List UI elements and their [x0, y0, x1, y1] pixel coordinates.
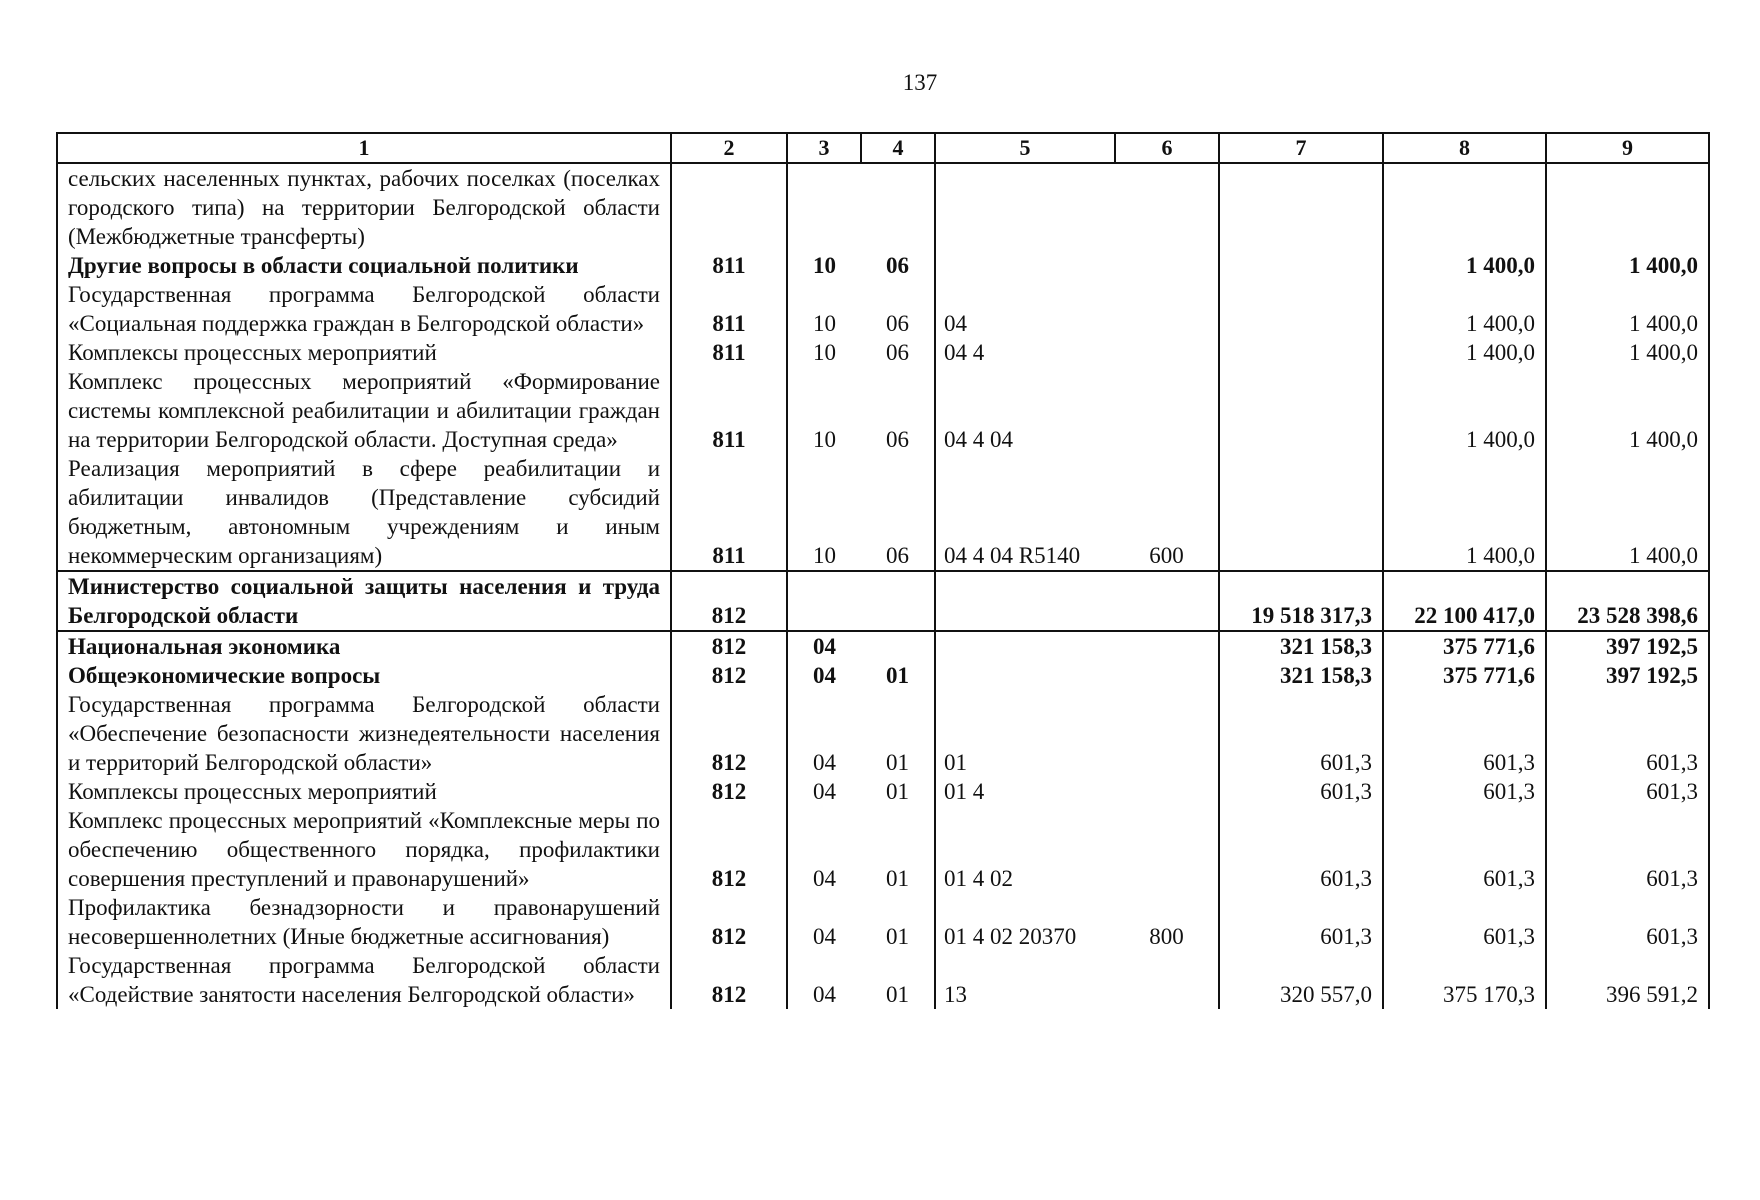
table-row	[57, 806, 1709, 893]
amount-col9-cell: 397 192,5	[1546, 661, 1709, 690]
amount-col7-cell	[1219, 251, 1383, 280]
section-cell: 10	[787, 454, 861, 571]
row-name-cell: Государственная программа Белгородской области «Содействие занятости населения Белгородской области»	[57, 951, 671, 1009]
admin-code-cell: 811	[671, 251, 787, 280]
amount-col8-cell: 375 170,3	[1383, 951, 1546, 1009]
expense-type-cell	[1115, 251, 1219, 280]
amount-col8-cell	[1383, 163, 1546, 251]
amount-col9-cell: 601,3	[1546, 777, 1709, 806]
header-cell: 7	[1219, 133, 1383, 163]
row-name-cell: Комплекс процессных мероприятий «Формирование системы комплексной реабилитации и абилитации граждан на территории Белгородской области. Доступная среда»	[57, 367, 671, 454]
subsection-cell: 06	[861, 280, 935, 338]
expense-type-cell	[1115, 777, 1219, 806]
target-item-cell: 04 4 04 R5140	[935, 454, 1115, 571]
admin-code-cell: 812	[671, 571, 787, 631]
amount-col8-cell: 1 400,0	[1383, 251, 1546, 280]
subsection-cell	[861, 163, 935, 251]
table-row	[57, 893, 1709, 951]
amount-col9-cell: 601,3	[1546, 690, 1709, 777]
amount-col9-cell	[1546, 163, 1709, 251]
table-row	[57, 251, 1709, 280]
table-row	[57, 690, 1709, 777]
row-name-cell: Другие вопросы в области социальной политики	[57, 251, 671, 280]
amount-col8-cell: 601,3	[1383, 893, 1546, 951]
target-item-cell: 13	[935, 951, 1115, 1009]
admin-code-cell: 812	[671, 893, 787, 951]
section-cell: 04	[787, 806, 861, 893]
expense-type-cell	[1115, 631, 1219, 661]
row-name-cell: Государственная программа Белгородской области «Обеспечение безопасности жизнедеятельности населения и территорий Белгородской области»	[57, 690, 671, 777]
admin-code-cell: 812	[671, 806, 787, 893]
amount-col7-cell: 321 158,3	[1219, 631, 1383, 661]
expense-type-cell	[1115, 951, 1219, 1009]
target-item-cell: 01	[935, 690, 1115, 777]
section-cell: 10	[787, 280, 861, 338]
header-cell: 2	[671, 133, 787, 163]
admin-code-cell: 811	[671, 367, 787, 454]
amount-col9-cell: 1 400,0	[1546, 280, 1709, 338]
row-name-cell: Профилактика безнадзорности и правонарушений несовершеннолетних (Иные бюджетные ассигнования)	[57, 893, 671, 951]
target-item-cell	[935, 631, 1115, 661]
amount-col7-cell: 601,3	[1219, 690, 1383, 777]
section-cell: 04	[787, 661, 861, 690]
admin-code-cell: 811	[671, 280, 787, 338]
header-cell: 9	[1546, 133, 1709, 163]
amount-col9-cell: 1 400,0	[1546, 454, 1709, 571]
subsection-cell: 01	[861, 777, 935, 806]
amount-col7-cell: 601,3	[1219, 777, 1383, 806]
amount-col8-cell: 375 771,6	[1383, 661, 1546, 690]
subsection-cell: 06	[861, 367, 935, 454]
amount-col8-cell: 601,3	[1383, 806, 1546, 893]
amount-col7-cell	[1219, 367, 1383, 454]
section-cell: 04	[787, 777, 861, 806]
expense-type-cell	[1115, 338, 1219, 367]
amount-col8-cell: 1 400,0	[1383, 338, 1546, 367]
table-row	[57, 571, 1709, 631]
amount-col7-cell: 320 557,0	[1219, 951, 1383, 1009]
subsection-cell: 06	[861, 454, 935, 571]
table-row	[57, 163, 1709, 251]
admin-code-cell: 812	[671, 951, 787, 1009]
row-name-cell: Национальная экономика	[57, 631, 671, 661]
subsection-cell: 01	[861, 661, 935, 690]
section-cell: 10	[787, 251, 861, 280]
expense-type-cell: 600	[1115, 454, 1219, 571]
section-cell: 10	[787, 367, 861, 454]
section-cell: 04	[787, 631, 861, 661]
amount-col7-cell: 19 518 317,3	[1219, 571, 1383, 631]
table-row	[57, 951, 1709, 1009]
admin-code-cell: 812	[671, 661, 787, 690]
admin-code-cell: 812	[671, 690, 787, 777]
expense-type-cell	[1115, 571, 1219, 631]
amount-col9-cell: 1 400,0	[1546, 251, 1709, 280]
subsection-cell: 06	[861, 251, 935, 280]
amount-col7-cell: 601,3	[1219, 893, 1383, 951]
row-name-cell: сельских населенных пунктах, рабочих поселках (поселках городского типа) на территории Белгородской области (Межбюджетные трансферты)	[57, 163, 671, 251]
expense-type-cell: 800	[1115, 893, 1219, 951]
admin-code-cell: 811	[671, 454, 787, 571]
row-name-cell: Министерство социальной защиты населения и труда Белгородской области	[57, 571, 671, 631]
amount-col7-cell	[1219, 163, 1383, 251]
section-cell	[787, 163, 861, 251]
section-cell	[787, 571, 861, 631]
section-cell: 04	[787, 690, 861, 777]
admin-code-cell: 811	[671, 338, 787, 367]
table-row	[57, 338, 1709, 367]
section-cell: 04	[787, 951, 861, 1009]
admin-code-cell	[671, 163, 787, 251]
table-row	[57, 280, 1709, 338]
target-item-cell: 04 4 04	[935, 367, 1115, 454]
amount-col7-cell	[1219, 454, 1383, 571]
amount-col8-cell: 1 400,0	[1383, 454, 1546, 571]
target-item-cell: 04 4	[935, 338, 1115, 367]
budget-table	[56, 132, 1710, 1009]
header-row	[57, 133, 1709, 163]
amount-col7-cell: 321 158,3	[1219, 661, 1383, 690]
amount-col8-cell: 375 771,6	[1383, 631, 1546, 661]
header-cell: 3	[787, 133, 861, 163]
section-cell: 04	[787, 893, 861, 951]
amount-col9-cell: 396 591,2	[1546, 951, 1709, 1009]
row-name-cell: Общеэкономические вопросы	[57, 661, 671, 690]
target-item-cell	[935, 251, 1115, 280]
amount-col8-cell: 601,3	[1383, 777, 1546, 806]
expense-type-cell	[1115, 163, 1219, 251]
row-name-cell: Комплексы процессных мероприятий	[57, 338, 671, 367]
admin-code-cell: 812	[671, 777, 787, 806]
amount-col8-cell: 1 400,0	[1383, 367, 1546, 454]
amount-col9-cell: 1 400,0	[1546, 338, 1709, 367]
table-row	[57, 367, 1709, 454]
amount-col7-cell: 601,3	[1219, 806, 1383, 893]
amount-col7-cell	[1219, 338, 1383, 367]
amount-col8-cell: 601,3	[1383, 690, 1546, 777]
header-cell: 8	[1383, 133, 1546, 163]
expense-type-cell	[1115, 280, 1219, 338]
target-item-cell	[935, 571, 1115, 631]
amount-col9-cell: 397 192,5	[1546, 631, 1709, 661]
subsection-cell: 01	[861, 893, 935, 951]
header-cell: 1	[57, 133, 671, 163]
amount-col9-cell: 23 528 398,6	[1546, 571, 1709, 631]
subsection-cell	[861, 571, 935, 631]
admin-code-cell: 812	[671, 631, 787, 661]
target-item-cell	[935, 163, 1115, 251]
table-row	[57, 777, 1709, 806]
subsection-cell: 01	[861, 951, 935, 1009]
target-item-cell	[935, 661, 1115, 690]
amount-col8-cell: 22 100 417,0	[1383, 571, 1546, 631]
header-cell: 4	[861, 133, 935, 163]
amount-col9-cell: 601,3	[1546, 806, 1709, 893]
expense-type-cell	[1115, 367, 1219, 454]
row-name-cell: Комплексы процессных мероприятий	[57, 777, 671, 806]
subsection-cell: 01	[861, 806, 935, 893]
amount-col9-cell: 601,3	[1546, 893, 1709, 951]
amount-col7-cell	[1219, 280, 1383, 338]
amount-col9-cell: 1 400,0	[1546, 367, 1709, 454]
row-name-cell: Комплекс процессных мероприятий «Комплексные меры по обеспечению общественного порядка, профилактики совершения преступлений и правонарушений»	[57, 806, 671, 893]
subsection-cell: 01	[861, 690, 935, 777]
subsection-cell: 06	[861, 338, 935, 367]
amount-col8-cell: 1 400,0	[1383, 280, 1546, 338]
header-cell: 5	[935, 133, 1115, 163]
expense-type-cell	[1115, 690, 1219, 777]
row-name-cell: Государственная программа Белгородской области «Социальная поддержка граждан в Белгородской области»	[57, 280, 671, 338]
table-row	[57, 631, 1709, 661]
target-item-cell: 01 4 02	[935, 806, 1115, 893]
table-row	[57, 454, 1709, 571]
expense-type-cell	[1115, 806, 1219, 893]
target-item-cell: 04	[935, 280, 1115, 338]
section-cell: 10	[787, 338, 861, 367]
target-item-cell: 01 4 02 20370	[935, 893, 1115, 951]
page-number: 137	[902, 70, 938, 95]
table-row	[57, 661, 1709, 690]
row-name-cell: Реализация мероприятий в сфере реабилитации и абилитации инвалидов (Представление субсидий бюджетным, автономным учреждениям и иным некоммерческим организациям)	[57, 454, 671, 571]
header-cell: 6	[1115, 133, 1219, 163]
target-item-cell: 01 4	[935, 777, 1115, 806]
subsection-cell	[861, 631, 935, 661]
expense-type-cell	[1115, 661, 1219, 690]
